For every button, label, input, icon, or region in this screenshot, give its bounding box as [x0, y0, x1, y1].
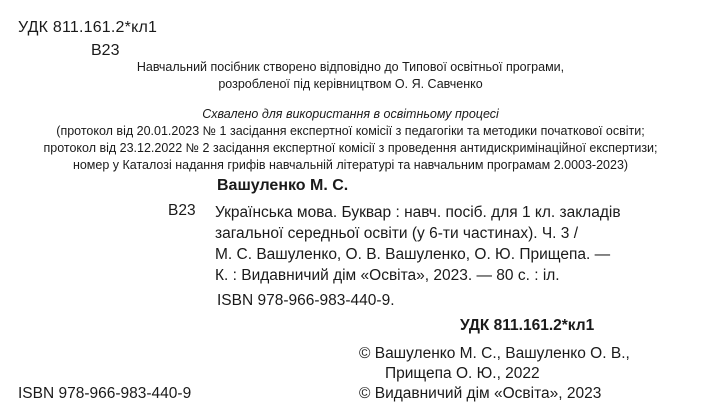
bibliographic-line-3: М. С. Вашуленко, О. В. Вашуленко, О. Ю. Прищепа. — [215, 246, 611, 263]
approval-catalog-number: номер у Каталозі надання грифів навчальній літературі та навчальним програмам 2.0003-2023) [72, 158, 629, 172]
approval-protocol-2: протокол від 23.12.2022 № 2 засідання експертної комісії з проведення антидискримінаційної експертизи; [43, 141, 658, 155]
copyright-line-3: © Видавничий дім «Освіта», 2023 [359, 385, 602, 402]
approval-title: Схвалено для використання в освітньому процесі [202, 107, 499, 121]
approval-protocol-1: (протокол від 20.01.2023 № 1 засідання експертної комісії з педагогіки та методики початкової освіти; [56, 124, 645, 138]
author-heading: Вашуленко М. С. [217, 177, 349, 194]
bibliographic-line-4: К. : Видавничий дім «Освіта», 2023. — 80 с. : іл. [215, 267, 560, 284]
classification-code-top: В23 [91, 42, 120, 59]
udk-bottom: УДК 811.161.2*кл1 [460, 317, 595, 334]
copyright-line-2: Прищепа О. Ю., 2022 [385, 365, 540, 382]
isbn-entry: ISBN 978-966-983-440-9. [217, 292, 395, 309]
bibliographic-line-1: Українська мова. Буквар : навч. посіб. для 1 кл. закладів [215, 204, 621, 221]
classification-code-main: В23 [168, 202, 196, 219]
preparation-note-line-1: Навчальний посібник створено відповідно до Типової освітньої програми, [136, 60, 565, 74]
isbn-bottom: ISBN 978-966-983-440-9 [18, 385, 192, 402]
copyright-line-1: © Вашуленко М. С., Вашуленко О. В., [359, 345, 630, 362]
bibliographic-line-2: загальної середньої освіти (у 6-ти частинах). Ч. 3 / [215, 225, 579, 242]
udk-top: УДК 811.161.2*кл1 [18, 19, 158, 36]
preparation-note-line-2: розробленої під керівництвом О. Я. Савченко [218, 77, 483, 91]
